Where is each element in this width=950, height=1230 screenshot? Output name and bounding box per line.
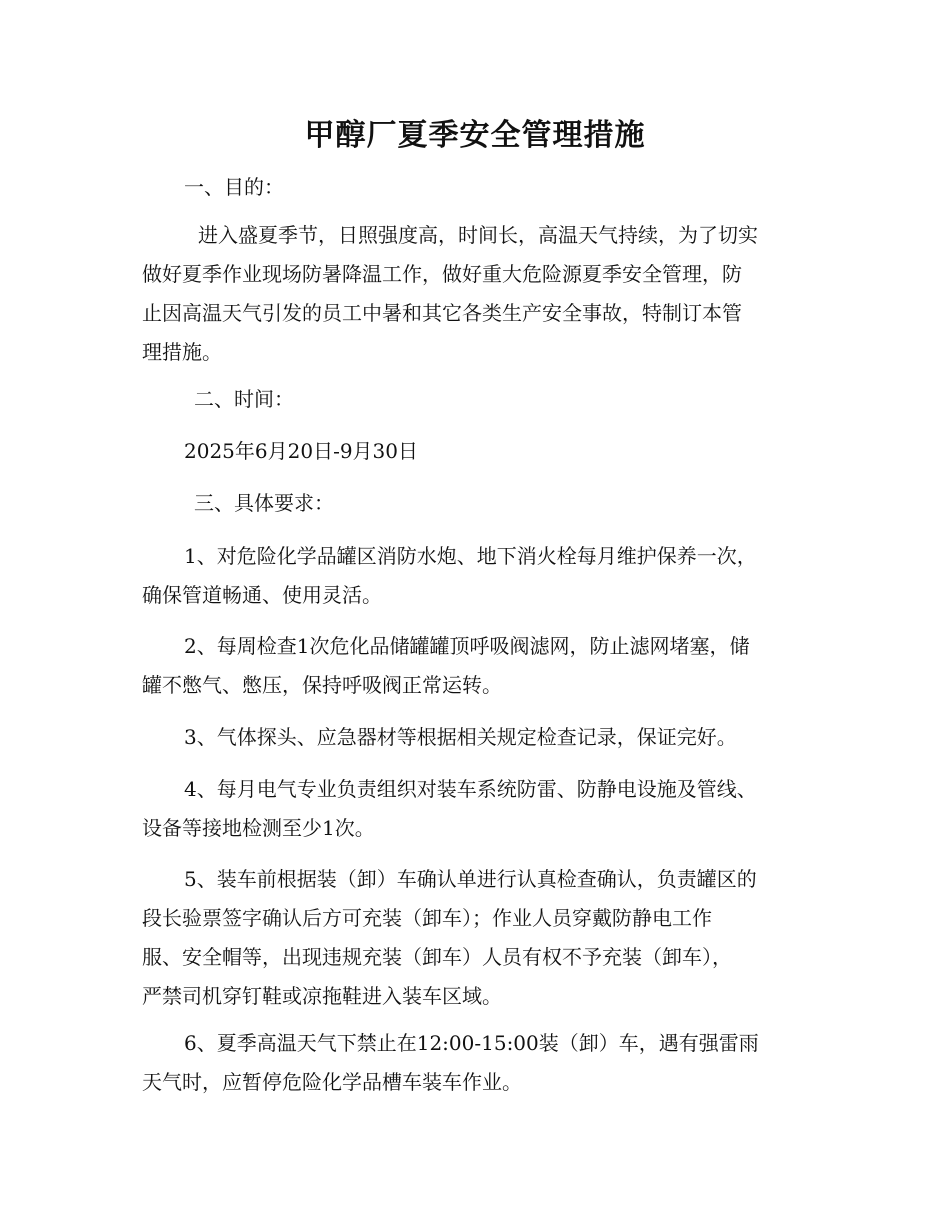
requirement-line: 6、夏季高温天气下禁止在12:00-15:00装（卸）车，遇有强雷雨: [184, 1031, 759, 1055]
requirement-item-5: [142, 860, 810, 1016]
time-value-text: 2025年6月20日-9月30日: [184, 439, 419, 463]
requirement-line: 5、装车前根据装（卸）车确认单进行认真检查确认，负责罐区的: [184, 867, 757, 891]
requirement-line: 3、气体探头、应急器材等根据相关规定检查记录，保证完好。: [184, 725, 737, 749]
requirement-line: 2、每周检查1次危化品储罐罐顶呼吸阀滤网，防止滤网堵塞，储: [184, 634, 750, 658]
document-title: 甲醇厂夏季安全管理措施: [304, 118, 646, 153]
time-value: [142, 432, 810, 471]
purpose-line: 理措施。: [142, 340, 222, 364]
requirement-item-2: [142, 627, 810, 705]
requirement-line: 天气时，应暂停危险化学品槽车装车作业。: [142, 1070, 522, 1094]
purpose-line: 进入盛夏季节，日照强度高，时间长，高温天气持续，为了切实: [198, 223, 758, 247]
requirement-line: 确保管道畅通、使用灵活。: [142, 583, 382, 607]
requirement-item-6: [142, 1024, 810, 1102]
purpose-line: 做好夏季作业现场防暑降温工作，做好重大危险源夏季安全管理，防: [142, 262, 742, 286]
requirements-heading: [142, 484, 810, 523]
time-heading-text: 二、时间：: [194, 387, 294, 411]
requirement-line: 服、安全帽等，出现违规充装（卸车）人员有权不予充装（卸车），: [142, 945, 732, 969]
requirement-line: 4、每月电气专业负责组织对装车系统防雷、防静电设施及管线、: [184, 777, 757, 801]
requirement-item-4: [142, 770, 810, 848]
purpose-heading-text: 一、目的：: [184, 175, 284, 199]
purpose-paragraph: [142, 216, 810, 372]
requirements-heading-text: 三、具体要求：: [194, 491, 334, 515]
requirement-line: 罐不憋气、憋压，保持呼吸阀正常运转。: [142, 673, 502, 697]
requirement-line: 严禁司机穿钉鞋或凉拖鞋进入装车区域。: [142, 984, 502, 1008]
requirement-item-3: [142, 718, 810, 757]
requirement-line: 段长验票签字确认后方可充装（卸车）；作业人员穿戴防静电工作: [142, 906, 712, 930]
time-heading: [142, 380, 810, 419]
requirement-line: 1、对危险化学品罐区消防水炮、地下消火栓每月维护保养一次，: [184, 544, 757, 568]
requirement-item-1: [142, 537, 810, 615]
requirement-line: 设备等接地检测至少1次。: [142, 816, 375, 840]
purpose-line: 止因高温天气引发的员工中暑和其它各类生产安全事故，特制订本管: [142, 301, 742, 325]
purpose-heading: [142, 168, 810, 207]
